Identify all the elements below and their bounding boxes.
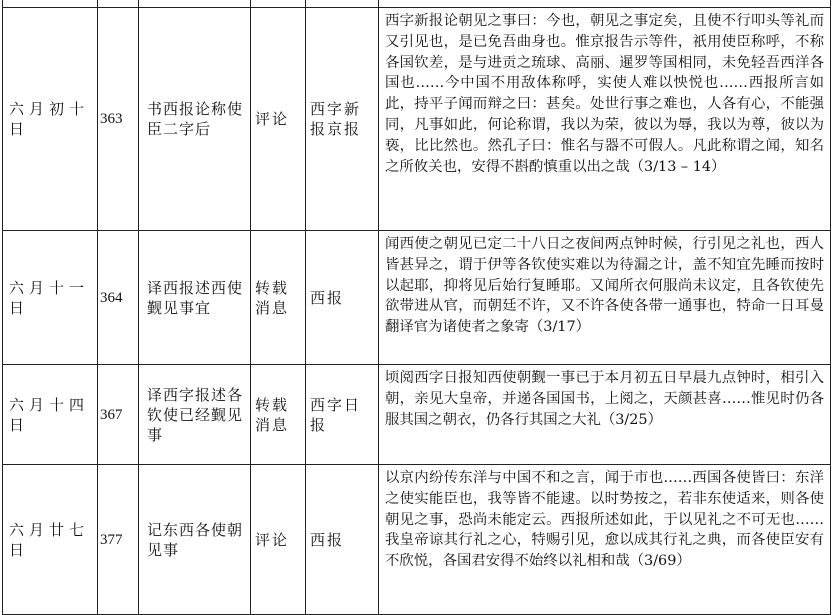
date-cell: 六月廿七日 — [3, 465, 98, 615]
records-table — [2, 0, 831, 615]
title-cell: 译西字报述各钦使已经觐见事 — [139, 365, 251, 465]
title-cell: 记东西各使朝见事 — [139, 465, 251, 615]
number-cell: 364 — [98, 231, 139, 365]
excerpt-cell: 西字新报论朝见之事曰：今也，朝见之事定矣，且使不行叩头等礼而又引见也，是已免吾曲身也。惟京报告示等件，祇用使臣称呼，不称各国钦差，是与进贡之琉球、高丽、暹罗等国相同，未免轻吾西洋各国也……今中国不用敌体称呼，实使人难以怏悦也……西报所言如此，持平子闻而辩之曰：甚矣。处世行事之难也，人各有心，不能强同，凡事如此，何论称谓，我以为荣，彼以为辱，我以为尊，彼以为亵，比比然也。然孔子曰：惟名与器不可假人。凡此称谓之闻，知名之所攸关也，安得不斟酌慎重以出之哉（3/13 – 14） — [379, 8, 831, 231]
date-cell: 六月初十日 — [3, 8, 98, 231]
date-cell: 六月十一日 — [3, 231, 98, 365]
type-cell: 转载消息 — [251, 231, 306, 365]
number-cell: 363 — [98, 8, 139, 231]
excerpt-cell: 以京内纷传东洋与中国不和之言，闻于市也……西国各使皆曰：东洋之使实能臣也，我等皆不能逮。以时势按之，若非东使适来，则各使朝见之事，恐尚未能定云。西报所述如此，于以见礼之不可无也……我皇帝谅其行礼之心，特赐引见，愈以成其行礼之典，而各使臣安有不欣悦，各国君安得不始终以礼相和哉（3/69） — [379, 465, 831, 615]
excerpt-cell: 闻西使之朝见已定二十八日之夜间两点钟时候，行引见之礼也，西人皆甚异之，谓于伊等各钦使实难以为待漏之计，盖不知宜先睡而按时以起耶，抑将见后始行复睡耶。又闻所衣何服尚未议定，且各钦使先欲带进从官，而朝廷不许，又不许各使各带一通事也，特命一日耳曼翻译官为诸使者之象寄（3/17） — [379, 231, 831, 365]
title-cell: 译西报述西使觐见事宜 — [139, 231, 251, 365]
title-cell: 书西报论称使臣二字后 — [139, 8, 251, 231]
type-cell: 评论 — [251, 465, 306, 615]
table-row — [3, 231, 831, 365]
type-cell: 转载消息 — [251, 365, 306, 465]
excerpt-cell: 顷阅西字日报知西使朝觐一事已于本月初五日早晨九点钟时，相引入朝，亲见大皇帝，并递各国国书，上阅之，天颜甚喜……惟见时仍各服其国之朝衣，仍各行其国之大礼（3/25） — [379, 365, 831, 465]
table-top-border-row — [3, 0, 831, 8]
date-cell: 六月十四日 — [3, 365, 98, 465]
source-cell: 西字新报京报 — [306, 8, 379, 231]
table-row — [3, 365, 831, 465]
source-cell: 西字日报 — [306, 365, 379, 465]
table-row — [3, 465, 831, 615]
type-cell: 评论 — [251, 8, 306, 231]
number-cell: 367 — [98, 365, 139, 465]
number-cell: 377 — [98, 465, 139, 615]
source-cell: 西报 — [306, 231, 379, 365]
source-cell: 西报 — [306, 465, 379, 615]
table-row — [3, 8, 831, 231]
